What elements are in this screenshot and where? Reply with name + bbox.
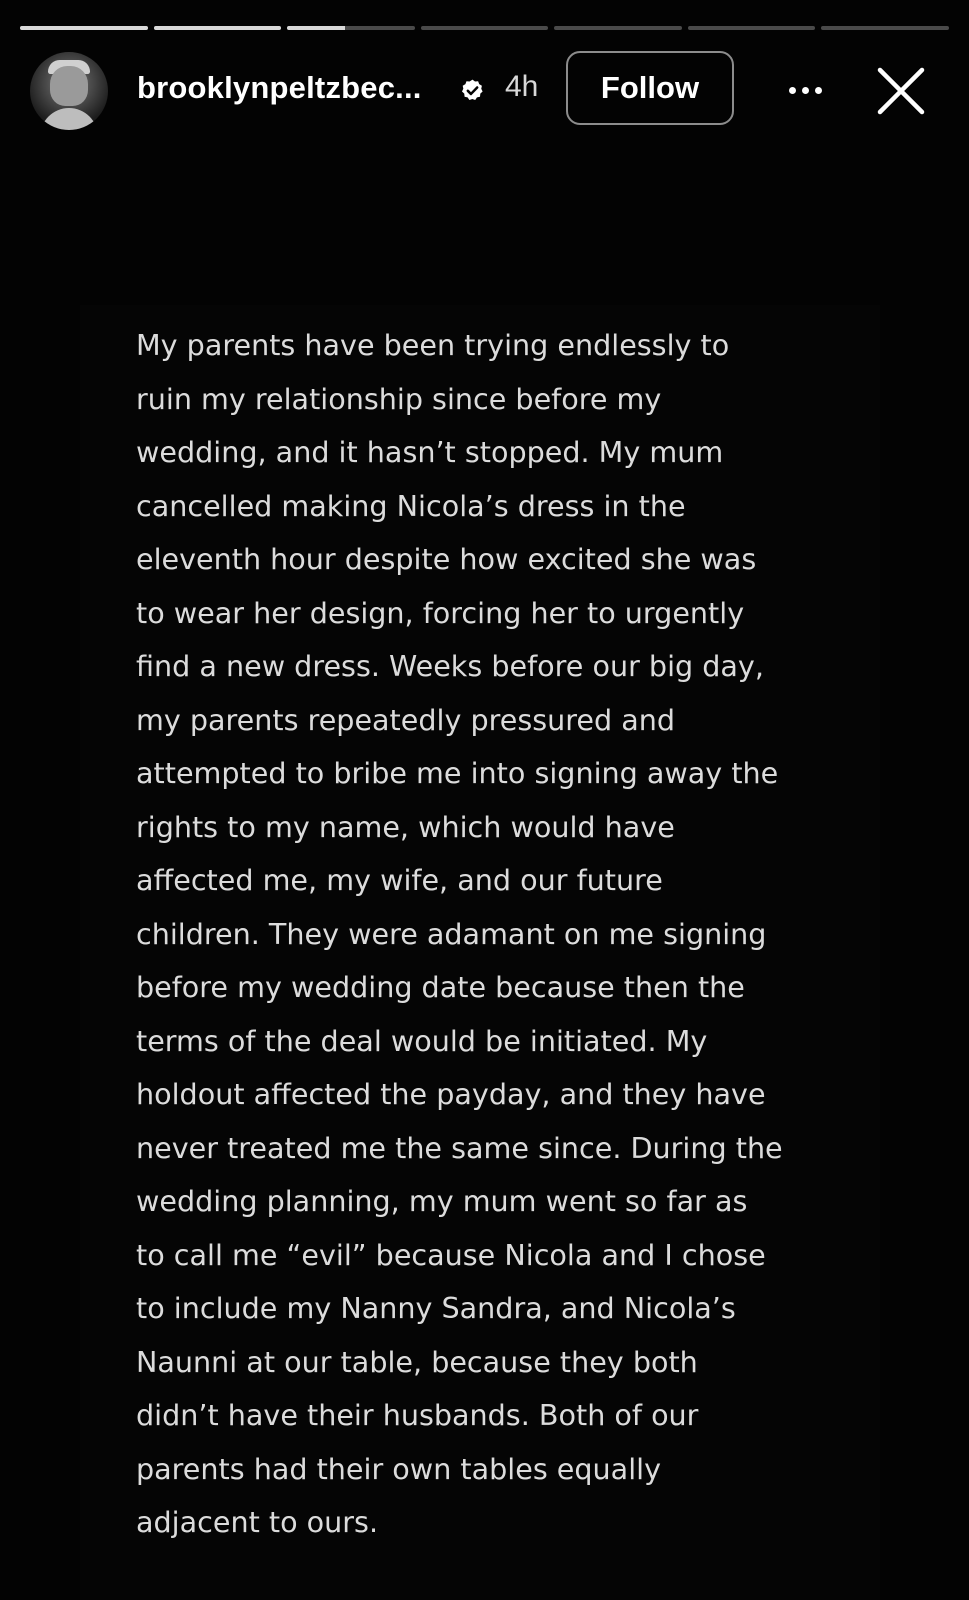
progress-segment — [688, 26, 816, 30]
profile-avatar[interactable] — [30, 52, 108, 130]
progress-segment — [554, 26, 682, 30]
more-options-button[interactable] — [780, 70, 830, 110]
post-time: 4h — [505, 70, 539, 103]
progress-segment-fill — [287, 26, 344, 30]
story-progress-bar — [20, 26, 949, 31]
more-dot — [802, 87, 809, 94]
follow-button[interactable]: Follow — [566, 51, 734, 125]
verified-badge-icon — [460, 78, 485, 103]
more-dot — [815, 87, 822, 94]
progress-segment — [821, 26, 949, 30]
progress-segment-fill — [154, 26, 282, 30]
progress-segment — [20, 26, 148, 30]
progress-segment — [154, 26, 282, 30]
story-header — [0, 48, 969, 132]
more-horizontal-icon — [789, 87, 796, 94]
avatar-shirt-shape — [40, 108, 98, 130]
avatar-face-shape — [50, 66, 88, 106]
username-link[interactable]: brooklynpeltzbec... — [137, 70, 422, 105]
progress-segment — [287, 26, 415, 30]
story-text: My parents have been trying endlessly to ruin my relationship since before my wedding, and it hasn’t stopped. My mum cancelled making Nicola’s dress in the eleventh hour despite how excited she was to wear her design, forcing her to urgently find a new dress. Weeks before our big day, my parents repeatedly pressured and attempted to bribe me into signing away the rights to my name, which would have affected me, my wife, and our future children. They were adamant on me signing before my wedding date because then the terms of the deal would be initiated. My holdout affected the payday, and they have never treated me the same since. During the wedding planning, my mum went so far as to call me “evil” because Nicola and I chose to include my Nanny Sandra, and Nicola’s Naunni at our table, because they both didn’t have their husbands. Both of our parents had their own tables equally adjacent to ours. — [136, 328, 783, 1539]
progress-segment — [421, 26, 549, 30]
close-icon[interactable] — [872, 62, 930, 120]
progress-segment-fill — [20, 26, 148, 30]
